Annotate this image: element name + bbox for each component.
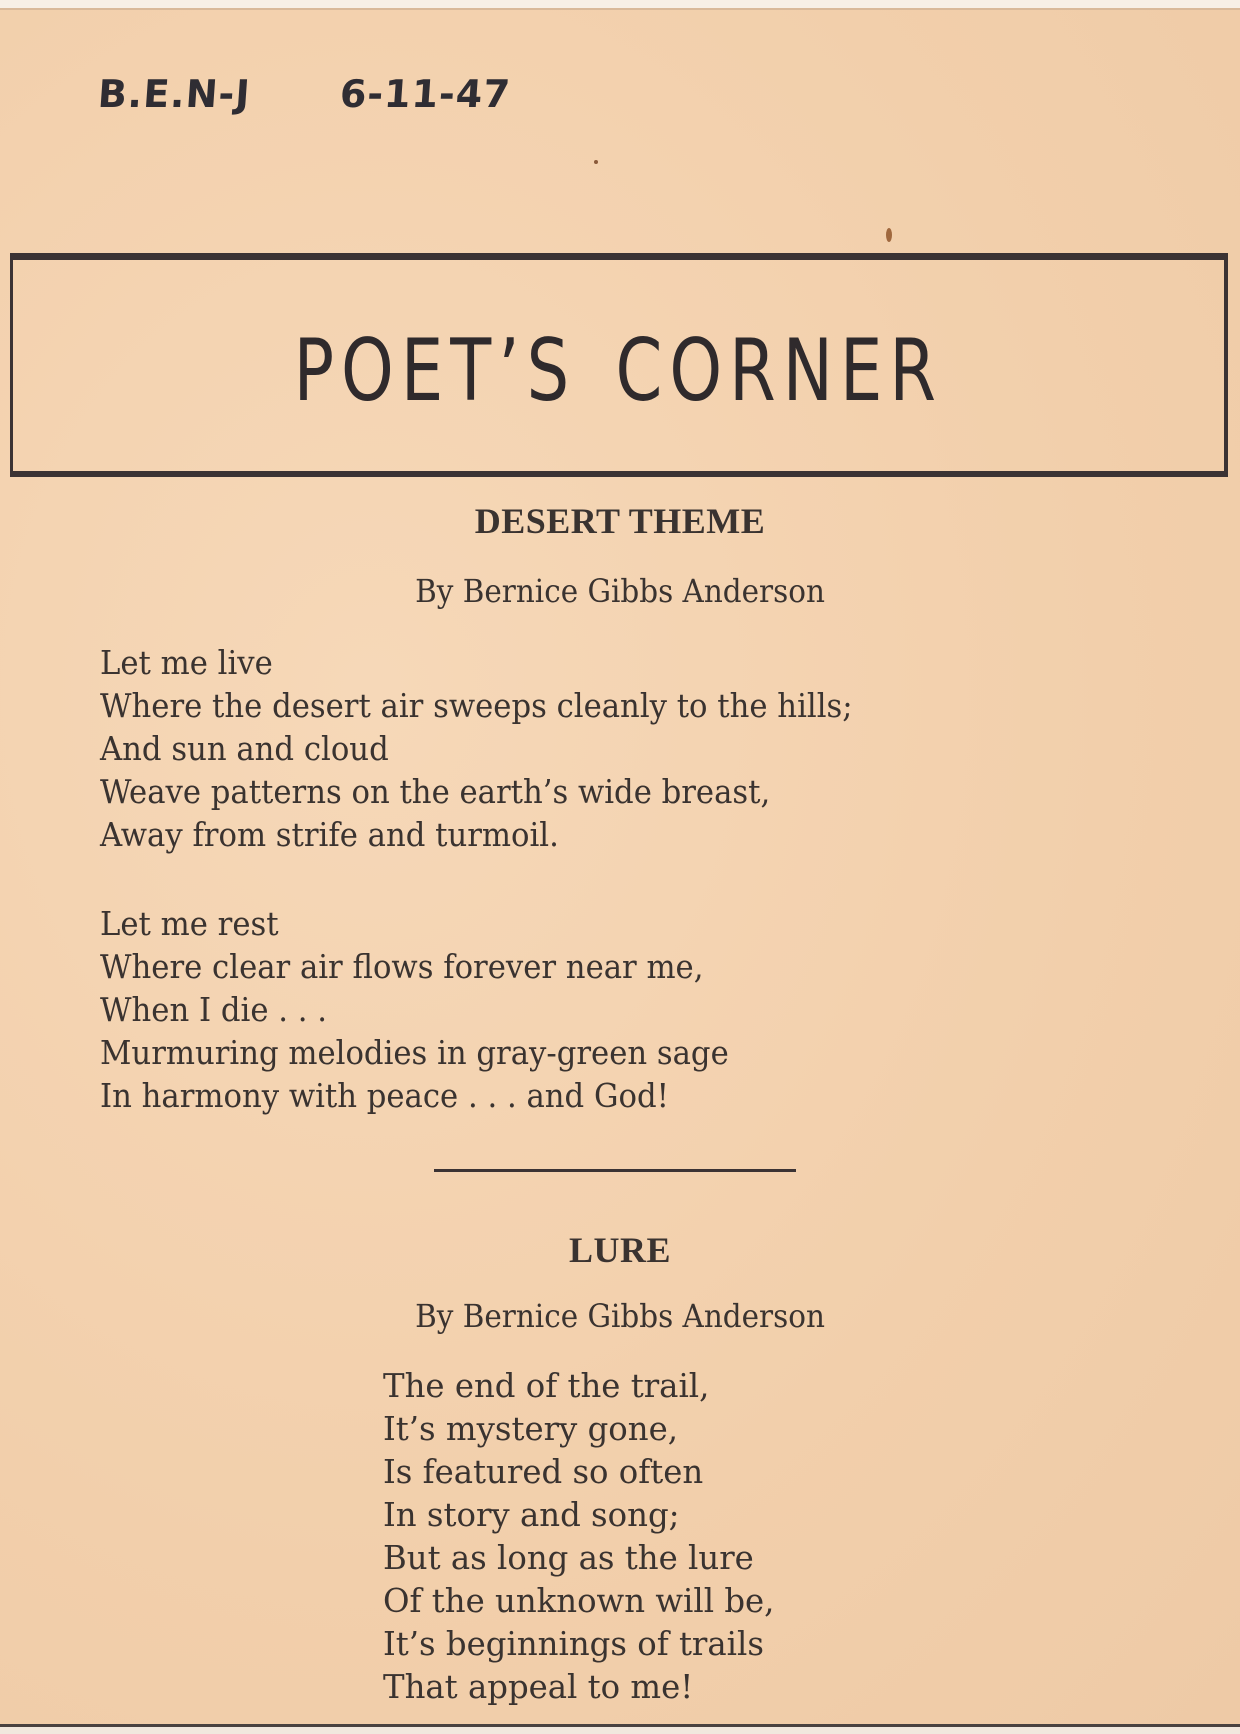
- poem-line: Let me rest: [100, 904, 279, 943]
- poem-line: It’s beginnings of trails: [383, 1624, 764, 1663]
- torn-top-edge: [0, 0, 1240, 10]
- poem-line: Is featured so often: [383, 1452, 704, 1491]
- poem-line: When I die . . .: [100, 990, 328, 1029]
- poem-line: Of the unknown will be,: [383, 1581, 775, 1620]
- poem-line: Weave patterns on the earth’s wide breast,: [100, 772, 771, 811]
- poem-line: Let me live: [100, 643, 273, 682]
- handwritten-source-note: B.E.N-J: [96, 72, 253, 116]
- poem-line: In story and song;: [383, 1495, 680, 1534]
- poem-byline: By Bernice Gibbs Anderson: [415, 1297, 825, 1335]
- poem-stanza: [100, 902, 776, 1117]
- handwritten-date-note: 6-11-47: [338, 72, 513, 116]
- poem-line: Murmuring melodies in gray-green sage: [100, 1033, 729, 1072]
- poem-line: That appeal to me!: [383, 1667, 694, 1706]
- column-header-box: [10, 253, 1228, 477]
- poem-stanza: [383, 1364, 782, 1708]
- poem-line: In harmony with peace . . . and God!: [100, 1076, 669, 1115]
- paper-speck: [594, 160, 598, 164]
- clipping-bottom-edge: [0, 1727, 1240, 1734]
- poem-line: It’s mystery gone,: [383, 1409, 679, 1448]
- poem-byline: By Bernice Gibbs Anderson: [415, 572, 825, 610]
- poem-line: Where clear air flows forever near me,: [100, 947, 704, 986]
- poem-line: But as long as the lure: [383, 1538, 754, 1577]
- poem-line: The end of the trail,: [383, 1366, 710, 1405]
- poem-separator-rule: [434, 1169, 796, 1172]
- poem-line: Away from strife and turmoil.: [100, 815, 559, 854]
- poem-line: And sun and cloud: [100, 729, 389, 768]
- poem-line: Where the desert air sweeps cleanly to the hills;: [100, 686, 853, 725]
- poem-title: LURE: [568, 1230, 672, 1270]
- poem-title: DESERT THEME: [474, 501, 766, 541]
- paper-stain: [886, 228, 892, 242]
- column-title: POET’S CORNER: [293, 320, 944, 421]
- poem-stanza: [100, 641, 909, 856]
